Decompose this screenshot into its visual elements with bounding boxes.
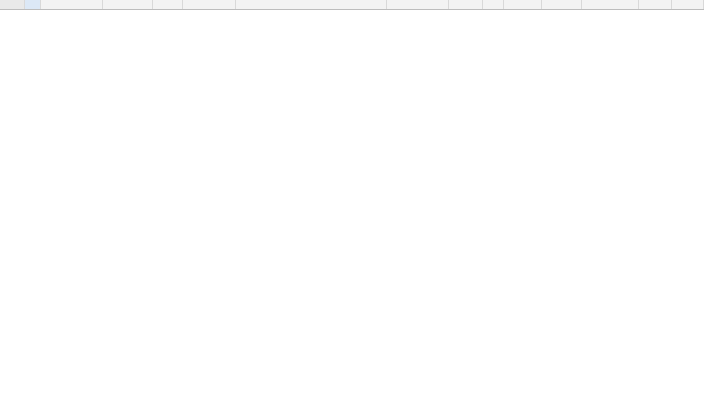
column-header-g[interactable] [386,0,448,10]
column-header-i[interactable] [482,0,503,10]
data-table [0,0,704,10]
column-header-m[interactable] [638,0,671,10]
column-header-n[interactable] [671,0,703,10]
column-header-row [0,0,703,10]
column-header-k[interactable] [541,0,581,10]
column-header-b[interactable] [40,0,102,10]
column-header-a[interactable] [24,0,40,10]
column-header-j[interactable] [503,0,541,10]
column-header-e[interactable] [182,0,235,10]
column-header-c[interactable] [102,0,152,10]
column-header-l[interactable] [581,0,638,10]
column-header-d[interactable] [152,0,182,10]
column-header-f[interactable] [235,0,386,10]
column-header-h[interactable] [448,0,482,10]
select-all-corner[interactable] [0,0,24,10]
